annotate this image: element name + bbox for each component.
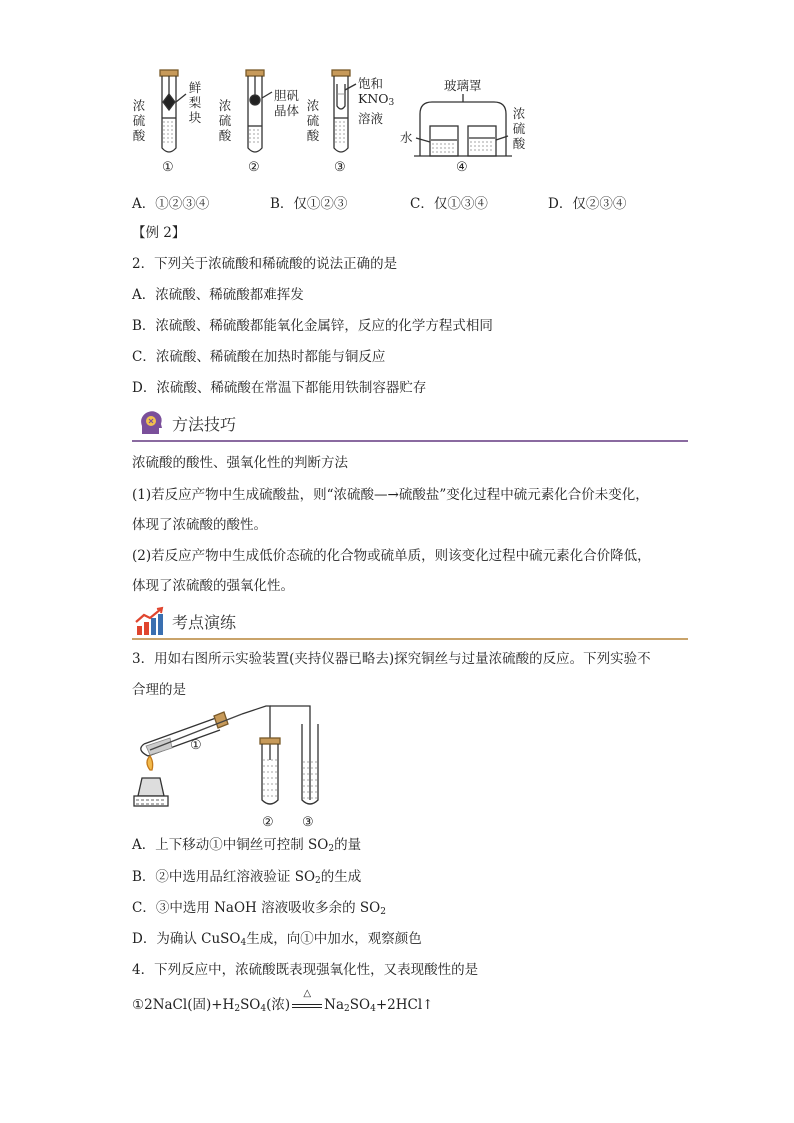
q2-option-c: C．浓硫酸、稀硫酸在加热时都能与铜反应 bbox=[132, 349, 386, 365]
practice-section-header bbox=[132, 604, 688, 640]
figure-1-number-4: ④ bbox=[456, 160, 468, 175]
q2-option-a: A．浓硫酸、稀硫酸都难挥发 bbox=[132, 287, 304, 303]
tube-2-left-label: 浓 硫 酸 bbox=[218, 98, 232, 143]
q4-equation-1: ①2NaCl(固)$+H_2SO_4$(浓) △ $Na_2SO_4+2HCl↑$ bbox=[132, 988, 434, 1014]
q2-option-b: B．浓硫酸、稀硫酸都能氧化金属锌，反应的化学方程式相同 bbox=[132, 318, 493, 334]
figure-2-number-3: ③ bbox=[302, 815, 314, 830]
tube-1-right-label: 鲜 梨 块 bbox=[188, 80, 202, 125]
head-icon bbox=[136, 408, 166, 438]
tube-3-left-label: 浓 硫 酸 bbox=[306, 98, 320, 143]
q2-stem: 2．下列关于浓硫酸和稀硫酸的说法正确的是 bbox=[132, 256, 398, 272]
q4-stem: 4．下列反应中，浓硫酸既表现强氧化性，又表现酸性的是 bbox=[132, 962, 479, 978]
method-line-1: 浓硫酸的酸性、强氧化性的判断方法 bbox=[132, 455, 348, 471]
q1-option-a: A．①②③④ bbox=[132, 196, 210, 212]
tube-2-right-label: 胆矾 晶体 bbox=[274, 88, 300, 118]
copper-acid-apparatus bbox=[130, 700, 330, 818]
tube-3-right-label: 饱和 $KNO_3$ 溶液 bbox=[358, 76, 395, 126]
q2-option-d: D．浓硫酸、稀硫酸在常温下都能用铁制容器贮存 bbox=[132, 380, 427, 396]
method-line-5: 体现了浓硫酸的强氧化性。 bbox=[132, 578, 294, 594]
glass-cover-setup bbox=[414, 94, 512, 156]
figure-2-number-1: ① bbox=[190, 738, 202, 753]
setup-4-right-label: 浓 硫 酸 bbox=[512, 106, 526, 151]
test-tube-1 bbox=[160, 70, 186, 152]
method-section-title: 方法技巧 bbox=[172, 415, 237, 434]
figure-1-number-2: ② bbox=[248, 160, 260, 175]
practice-section-title: 考点演练 bbox=[172, 613, 237, 632]
test-tube-3 bbox=[332, 70, 356, 152]
q1-option-c: C．仅①③④ bbox=[410, 196, 488, 212]
q3-option-a: A．上下移动①中铜丝可控制 $SO_2$的量 bbox=[132, 837, 362, 854]
test-tube-2 bbox=[246, 70, 272, 152]
figure-2-number-2: ② bbox=[262, 815, 274, 830]
method-line-2: (1)若反应产物中生成硫酸盐，则“浓硫酸—→硫酸盐”变化过程中硫元素化合价未变化， bbox=[132, 487, 649, 503]
tube-1-left-label: 浓 硫 酸 bbox=[132, 98, 146, 143]
q3-option-b: B．②中选用品红溶液验证 $SO_2$的生成 bbox=[132, 869, 362, 886]
q3-option-c: C．③中选用 NaOH 溶液吸收多余的 $SO_2$ bbox=[132, 900, 386, 917]
method-line-4: (2)若反应产物中生成低价态硫的化合物或硫单质，则该变化过程中硫元素化合价降低， bbox=[132, 548, 651, 564]
glass-cover-label: 玻璃罩 bbox=[444, 78, 482, 93]
q3-stem-line-2: 合理的是 bbox=[132, 682, 186, 698]
example-label: 【例 2】 bbox=[132, 225, 186, 241]
q1-option-b: B．仅①②③ bbox=[270, 196, 348, 212]
bar-chart-icon bbox=[134, 606, 166, 636]
figure-1-number-1: ① bbox=[162, 160, 174, 175]
method-line-3: 体现了浓硫酸的酸性。 bbox=[132, 517, 267, 533]
reaction-arrow: △ bbox=[290, 996, 324, 1014]
method-section-header bbox=[132, 406, 688, 442]
water-label: 水 bbox=[400, 130, 413, 145]
figure-1-number-3: ③ bbox=[334, 160, 346, 175]
q3-stem-line-1: 3．用如右图所示实验装置(夹持仪器已略去)探究铜丝与过量浓硫酸的反应。下列实验不 bbox=[132, 651, 651, 667]
q3-option-d: D．为确认 CuSO$_4$生成，向①中加水，观察颜色 bbox=[132, 931, 422, 948]
practice-section-rule bbox=[132, 638, 688, 640]
method-section-rule bbox=[132, 440, 688, 442]
q1-option-d: D．仅②③④ bbox=[548, 196, 627, 212]
